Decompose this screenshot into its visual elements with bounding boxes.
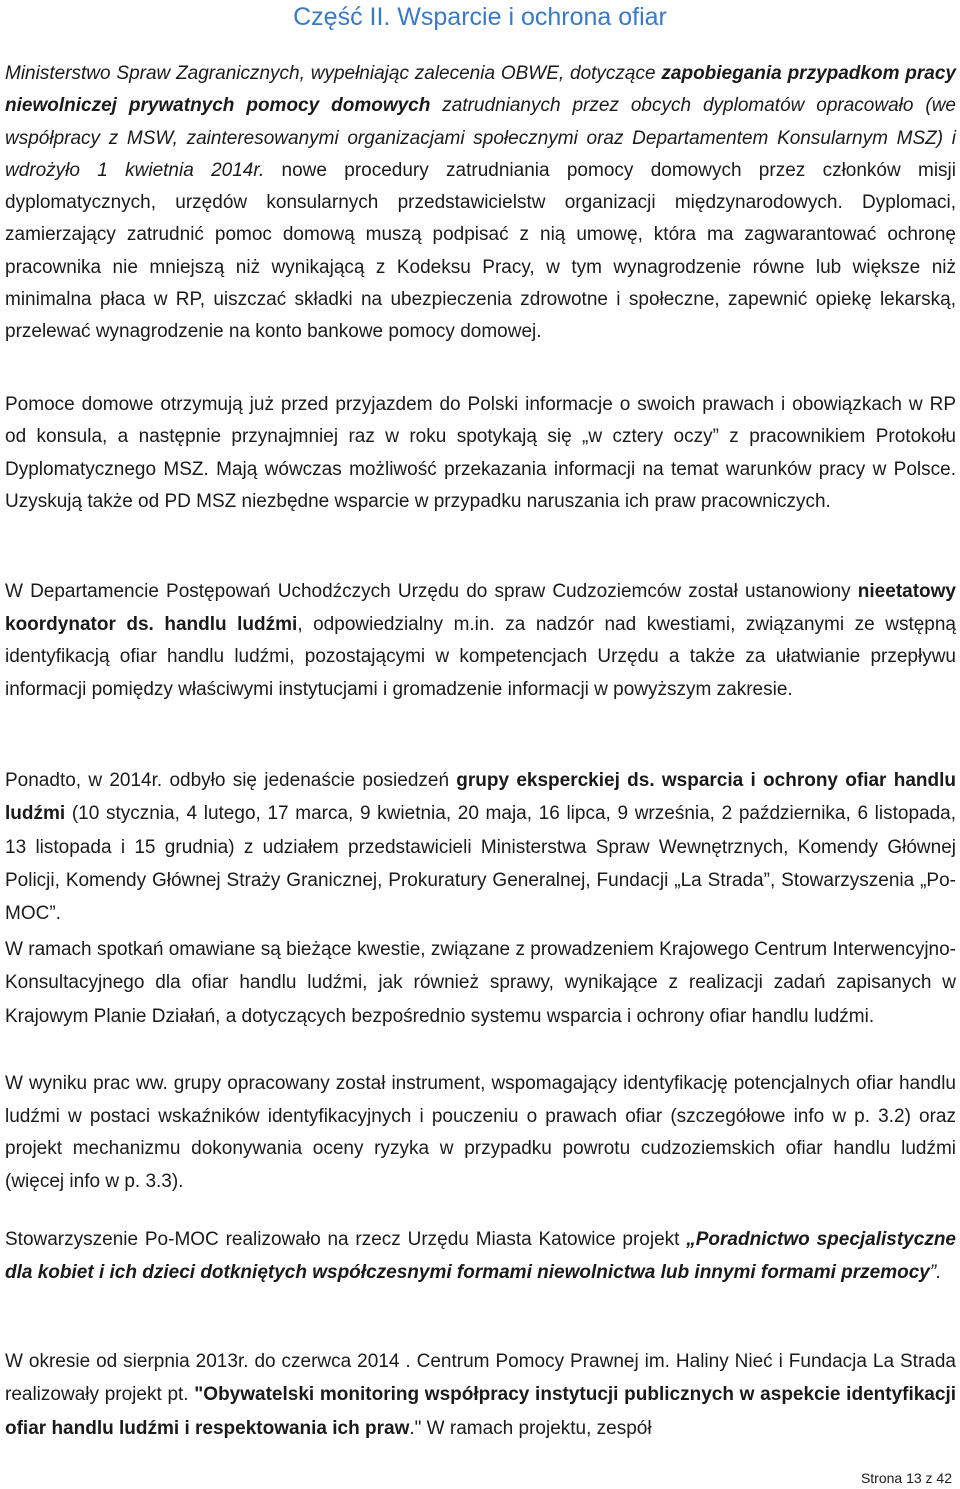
paragraph-domestic-workers — [5, 58, 956, 349]
p1-diplomats: Dyplomaci, zamierzający zatrudnić pomoc domową muszą podpisać z nią umowę, która ma zagwarantować ochronę pracownika nie mniejszą niż wynikającą z Kodeksu Pracy, w tym wynagrodzenie równe lub większe niż minimalna płaca w RP, uiszczać składki na ubezpieczenia zdrowotne i społeczne, zapewnić opiekę lekarską, przelewać wynagrodzenie na konto bankowe pomocy domowej. — [5, 192, 957, 343]
p4-body: (10 stycznia, 4 lutego, 17 marca, 9 kwietnia, 20 maja, 16 lipca, 9 września, 2 października, 6 listopada, 13 listopada i 15 grudnia) z udziałem przedstawicieli Ministerstwa Spraw Wewnętrznych, Komendy Głównej Policji, Komendy Głównej Straży Granicznej, Prokuratury Generalnej, Fundacji „La Strada”, Stowarzyszenia „Po-MOC”. — [5, 803, 956, 925]
paragraph-instrument: W wyniku prac ww. grupy opracowany został instrument, wspomagający identyfikację potencjalnych ofiar handlu ludźmi w postaci wskaźników identyfikacyjnych i pouczeniu o prawach ofiar (szczegółowe info w p. 3.2) oraz projekt mechanizmu dokonywania oceny ryzyka w przypadku powrotu cudzoziemskich ofiar handlu ludźmi (więcej info w p. 3.3). — [5, 1073, 956, 1192]
page-number: Strona 13 z 42 — [860, 1470, 952, 1486]
p8-tail: ." W ramach projektu, zespół — [409, 1417, 652, 1439]
p7-intro: Stowarzyszenie Po-MOC realizowało na rzecz Urzędu Miasta Katowice projekt — [5, 1229, 687, 1250]
p8-project-title: "Obywatelski monitoring współpracy instytucji publicznych w aspekcie identyfikacji ofiar handlu ludźmi i respektowania ich praw — [5, 1384, 956, 1439]
p1-procedures: nowe procedury zatrudniania pomocy domowych przez członków misji dyplomatycznych, urzędów konsularnych przedstawicielstw organizacji międzynarodowych. — [5, 159, 956, 214]
paragraph-meetings: W ramach spotkań omawiane są bieżące kwestie, związane z prowadzeniem Krajowego Centrum Interwencyjno-Konsultacyjnego dla ofiar handlu ludźmi, jak również sprawy, wynikające z realizacji zadań zapisanych w Krajowym Planie Działań, a dotyczących bezpośrednio systemu wsparcia i ochrony ofiar handlu ludźmi. — [5, 939, 956, 1027]
p3-bold-coordinator: nieetatowy koordynator ds. handlu ludźmi — [5, 581, 956, 635]
paragraph-monitoring-project — [5, 1345, 956, 1445]
p4-bold-group: grupy eksperckiej ds. wsparcia i ochrony ofiar handlu ludźmi — [5, 770, 956, 825]
p1-italic-body: zatrudnianych przez obcych dyplomatów opracowało (we współpracy z MSW, zainteresowanymi organizacjami społecznymi oraz Departamentem Konsularnym MSZ) i wdrożyło 1 kwietnia 2014r. — [5, 95, 956, 181]
section-title: Część II. Wsparcie i ochrona ofiar — [293, 3, 667, 31]
p7-close-quote: ”. — [929, 1262, 942, 1284]
paragraph-po-moc-project — [5, 1223, 956, 1290]
p3-body: , odpowiedzialny m.in. za nadzór nad kwestiami, związanymi ze wstępną identyfikacją ofiar handlu ludźmi, pozostającymi w kompetencjach Urzędu a także za ułatwianie przepływu informacji pomiędzy właściwymi instytucjami i gromadzenie informacji w powyższym zakresie. — [5, 613, 956, 700]
paragraph-coordinator — [5, 576, 956, 706]
p3-intro: W Departamencie Postępowań Uchodźczych Urzędu do spraw Cudzoziemców został ustanowiony — [5, 581, 858, 602]
paragraph-expert-group — [5, 764, 956, 930]
paragraph-domestic-workers-info: Pomoce domowe otrzymują już przed przyjazdem do Polski informacje o swoich prawach i obowiązkach w RP od konsula, a następnie przynajmniej raz w roku spotykają się „w cztery oczy” z pracownikiem Protokołu Dyplomatycznego MSZ. Mają wówczas możliwość przekazania informacji na temat warunków pracy w Polsce. Uzyskują także od PD MSZ niezbędne wsparcie w przypadku naruszania ich praw pracowniczych. — [5, 394, 956, 512]
p1-intro: Ministerstwo Spraw Zagranicznych, wypełniając zalecenia OBWE, dotyczące — [5, 63, 662, 84]
p8-intro: W okresie od sierpnia 2013r. do czerwca 2014 . Centrum Pomocy Prawnej im. Haliny Nieć i Fundacja La Strada realizowały projekt pt. — [5, 1351, 956, 1406]
p4-intro: Ponadto, w 2014r. odbyło się jedenaście posiedzeń — [5, 770, 457, 791]
p7-project-title: „Poradnictwo specjalistyczne dla kobiet i ich dzieci dotkniętych współczesnymi formami niewolnictwa lub innymi formami przemocy — [5, 1229, 956, 1284]
p1-bold-topic: zapobiegania przypadkom pracy niewolniczej prywatnych pomocy domowych — [5, 63, 956, 117]
